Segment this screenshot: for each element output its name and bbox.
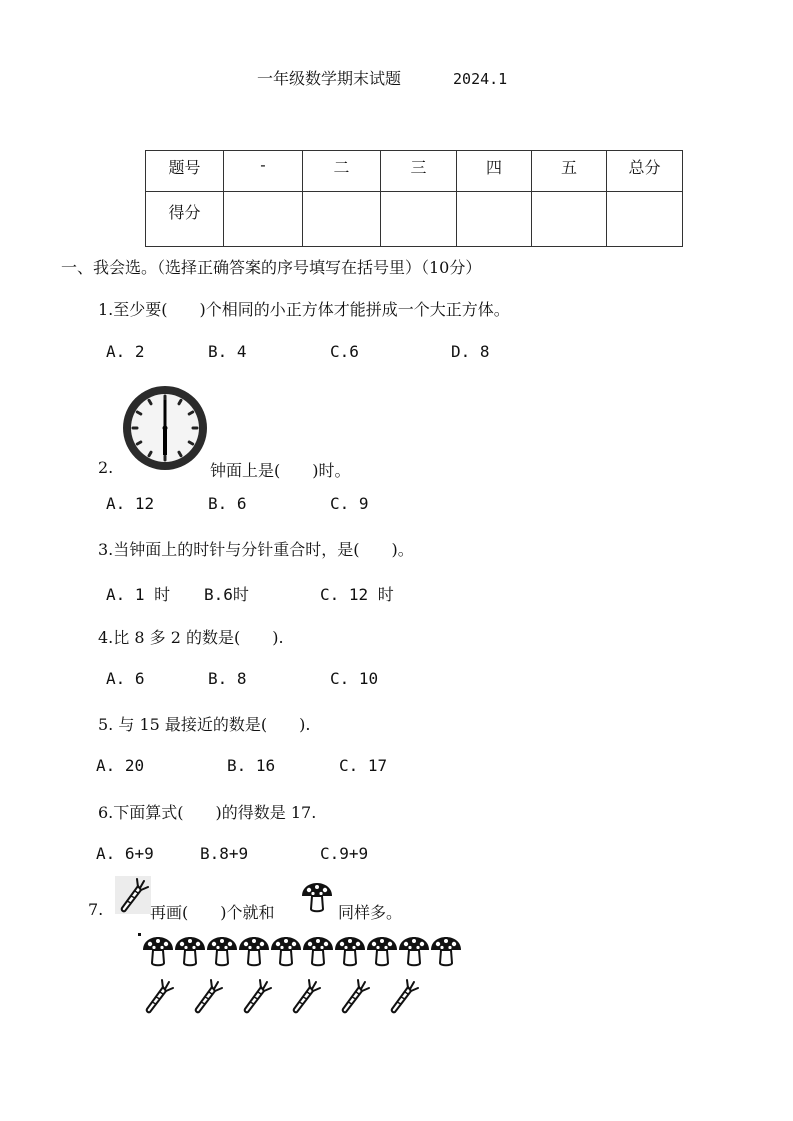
header-cell-3: 三 [381, 151, 457, 192]
q1-option-c: C.6 [330, 342, 359, 361]
q5-option-b: B. 16 [227, 756, 276, 775]
q5-option-c: C. 17 [339, 756, 388, 775]
q1-option-b: B. 4 [208, 342, 247, 361]
score-table-score-row [146, 192, 683, 247]
carrot-icon [392, 980, 418, 1012]
q5-option-a: A. 20 [96, 756, 145, 775]
header-cell-2: 二 [303, 151, 381, 192]
score-cell-3[interactable] [381, 192, 457, 247]
q4-option-a: A. 6 [106, 669, 145, 688]
mushroom-icon [335, 937, 365, 965]
q2-option-b: B. 6 [208, 494, 247, 513]
q1-option-a: A. 2 [106, 342, 145, 361]
mushroom-icon [300, 882, 334, 914]
q3-option-b: B.6时 [204, 585, 249, 604]
carrot-icon [115, 876, 151, 914]
question-4-text: 4.比 8 多 2 的数是( ). [98, 628, 284, 647]
title-text: 一年级数学期末试题 [257, 69, 402, 88]
q6-option-c: C.9+9 [320, 844, 369, 863]
mushroom-icon [303, 937, 333, 965]
score-cell-2[interactable] [303, 192, 381, 247]
q3-option-a: A. 1 时 [106, 585, 171, 604]
q2-option-c: C. 9 [330, 494, 369, 513]
score-row-label: 得分 [146, 192, 224, 247]
q3-option-c: C. 12 时 [320, 585, 394, 604]
question-1-text: 1.至少要( )个相同的小正方体才能拼成一个大正方体。 [98, 300, 510, 319]
header-cell-question-number: 题号 [146, 151, 224, 192]
header-cell-5: 五 [532, 151, 607, 192]
q4-option-c: C. 10 [330, 669, 379, 688]
q2-option-a: A. 12 [106, 494, 155, 513]
score-cell-4[interactable] [457, 192, 532, 247]
score-cell-1[interactable] [224, 192, 303, 247]
question-7-text-b: 同样多。 [338, 903, 403, 922]
q6-option-a: A. 6+9 [96, 844, 154, 863]
question-6-text: 6.下面算式( )的得数是 17. [98, 803, 317, 822]
q1-option-d: D. 8 [451, 342, 490, 361]
score-table-header-row [146, 151, 683, 192]
carrot-icon [245, 980, 271, 1012]
score-table [145, 150, 683, 247]
carrot-icon [196, 980, 222, 1012]
carrot-icon [294, 980, 320, 1012]
carrot-icon [147, 980, 173, 1012]
question-7-number: 7. [88, 900, 104, 919]
mushroom-icon [367, 937, 397, 965]
mushroom-icon [431, 937, 461, 965]
mushroom-row [142, 936, 472, 968]
mushroom-icon [207, 937, 237, 965]
mushroom-icon [143, 937, 173, 965]
mushroom-icon [175, 937, 205, 965]
carrot-icon [343, 980, 369, 1012]
mushroom-icon [399, 937, 429, 965]
mushroom-icon [239, 937, 269, 965]
stray-mark [138, 933, 141, 936]
question-3-text: 3.当钟面上的时针与分针重合时，是( )。 [98, 540, 414, 559]
header-cell-total: 总分 [607, 151, 683, 192]
section-heading: 一、我会选。（选择正确答案的序号填写在括号里）（10分） [61, 258, 482, 277]
exam-year: 2024.1 [453, 70, 508, 88]
question-7-text-a: 再画( )个就和 [150, 903, 275, 922]
header-cell-1: - [224, 151, 303, 192]
exam-title [257, 66, 507, 89]
score-cell-5[interactable] [532, 192, 607, 247]
question-2-text: 钟面上是( )时。 [210, 461, 351, 480]
clock-icon [120, 383, 210, 473]
carrot-row [142, 975, 432, 1017]
question-2-number: 2. [98, 458, 114, 477]
score-cell-total[interactable] [607, 192, 683, 247]
question-5-text: 5. 与 15 最接近的数是( ). [98, 715, 311, 734]
q4-option-b: B. 8 [208, 669, 247, 688]
q6-option-b: B.8+9 [200, 844, 249, 863]
header-cell-4: 四 [457, 151, 532, 192]
mushroom-icon [271, 937, 301, 965]
